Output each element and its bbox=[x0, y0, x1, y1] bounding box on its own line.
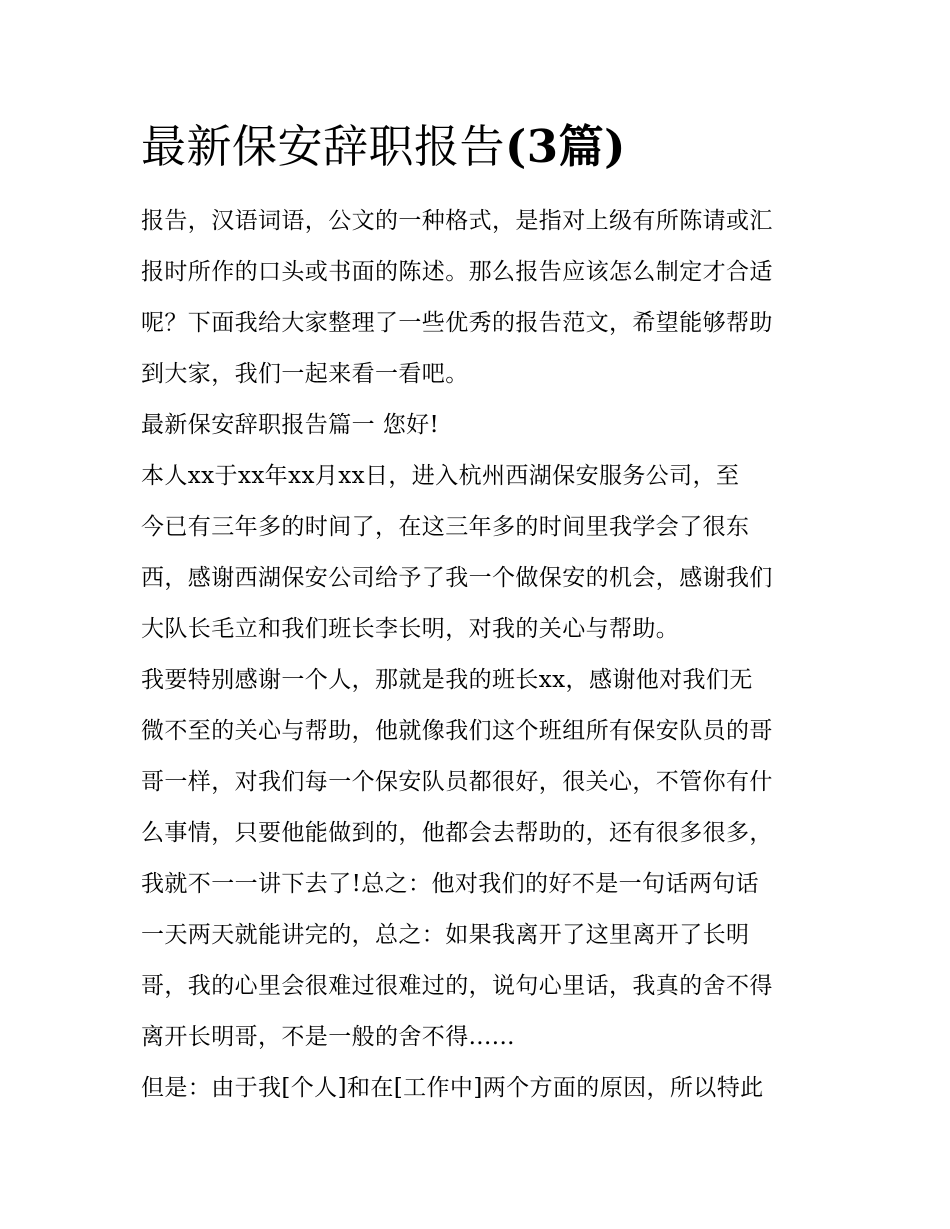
body-paragraph bbox=[141, 1063, 821, 1114]
document-content bbox=[141, 112, 821, 1114]
paragraph-line: 报告，汉语词语，公文的一种格式，是指对上级有所陈请或汇 bbox=[141, 208, 773, 234]
paragraph-line: 大队长毛立和我们班长李长明，对我的关心与帮助。 bbox=[141, 616, 680, 642]
paragraph-line: 微不至的关心与帮助，他就像我们这个班组所有保安队员的哥 bbox=[141, 718, 773, 744]
document-title-main: 最新保安辞职报告 bbox=[141, 120, 506, 173]
paragraph-line: 最新保安辞职报告篇一 您好! bbox=[141, 412, 440, 438]
paragraph-line: 么事情，只要他能做到的，他都会去帮助的，还有很多很多， bbox=[141, 820, 773, 846]
paragraph-line: 一天两天就能讲完的，总之：如果我离开了这里离开了长明 bbox=[141, 922, 750, 948]
document-title-count: (3篇) bbox=[505, 120, 626, 173]
body-paragraph bbox=[141, 400, 821, 451]
paragraph-line: 我就不一一讲下去了!总之：他对我们的好不是一句话两句话 bbox=[141, 871, 760, 897]
paragraph-line: 离开长明哥，不是一般的舍不得...... bbox=[141, 1024, 515, 1050]
paragraph-line: 西，感谢西湖保安公司给予了我一个做保安的机会，感谢我们 bbox=[141, 565, 773, 591]
title-spacing bbox=[141, 182, 821, 196]
paragraph-line: 报时所作的口头或书面的陈述。那么报告应该怎么制定才合适 bbox=[141, 259, 773, 285]
paragraph-line: 哥，我的心里会很难过很难过的，说句心里话，我真的舍不得 bbox=[141, 973, 773, 999]
paragraph-line: 但是：由于我[个人]和在[工作中]两个方面的原因，所以特此 bbox=[141, 1075, 764, 1101]
paragraph-line: 今已有三年多的时间了，在这三年多的时间里我学会了很东 bbox=[141, 514, 750, 540]
paragraph-line: 到大家，我们一起来看一看吧。 bbox=[141, 361, 469, 387]
paragraph-line: 我要特别感谢一个人，那就是我的班长xx，感谢他对我们无 bbox=[141, 667, 753, 693]
body-paragraph bbox=[141, 655, 821, 1063]
document-body bbox=[141, 196, 821, 1114]
body-paragraph bbox=[141, 196, 821, 400]
body-paragraph bbox=[141, 451, 821, 655]
document-title bbox=[141, 112, 821, 182]
paragraph-line: 呢？下面我给大家整理了一些优秀的报告范文，希望能够帮助 bbox=[141, 310, 773, 336]
paragraph-line: 哥一样，对我们每一个保安队员都很好，很关心，不管你有什 bbox=[141, 769, 773, 795]
paragraph-line: 本人xx于xx年xx月xx日，进入杭州西湖保安服务公司，至 bbox=[141, 463, 740, 489]
